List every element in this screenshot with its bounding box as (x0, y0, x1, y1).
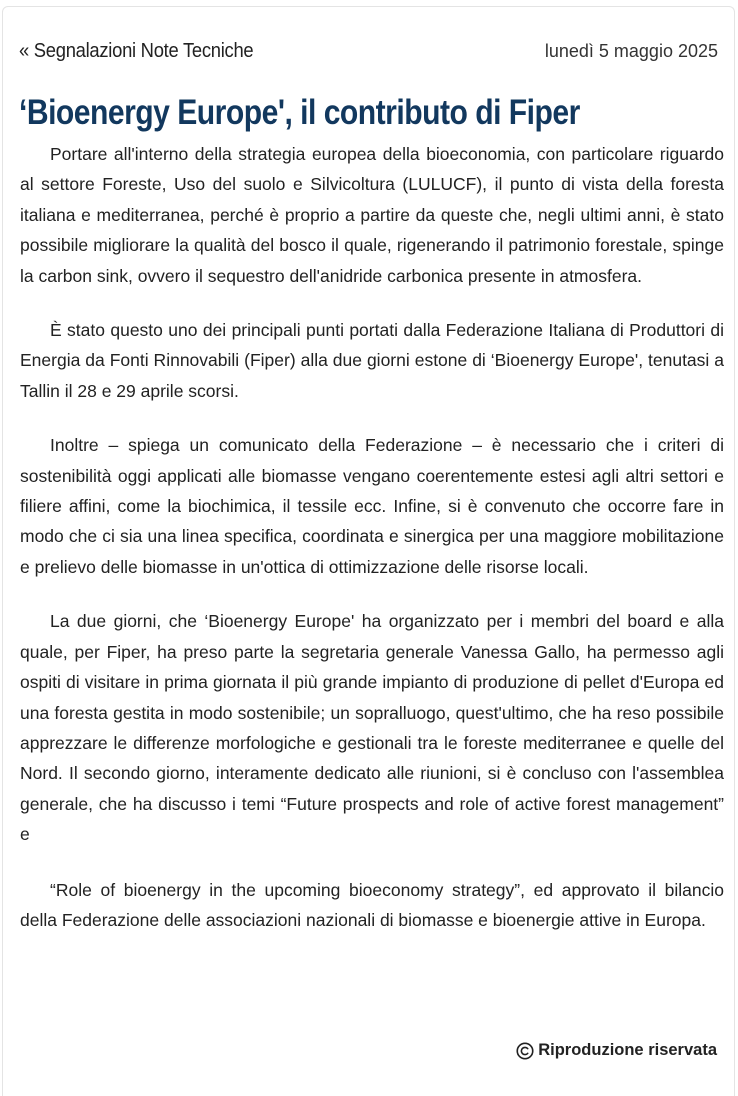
article-title: ‘Bioenergy Europe', il contributo di Fiper (19, 93, 580, 132)
copyright-notice (516, 1041, 717, 1060)
article-paragraph: È stato questo uno dei principali punti portati dalla Federazione Italiana di Produttori di Energia da Fonti Rinnovabili (Fiper) alla due giorni estone di ‘Bioenergy Europe', tenutasi a Tallin il 28 e 29 aprile scorsi. (20, 320, 724, 401)
publish-date: lunedì 5 maggio 2025 (544, 40, 718, 61)
rights-label: Riproduzione riservata (538, 1041, 717, 1059)
article-body (20, 139, 724, 959)
article-paragraph: Portare all'interno della strategia europea della bioeconomia, con particolare riguardo al settore Foreste, Uso del suolo e Silvicoltura (LULUCF), il punto di vista della foresta italiana e mediterranea, perché è proprio a partire da queste che, negli ultimi anni, è stato possibile migliorare la qualità del bosco il quale, rigenerando il patrimonio forestale, spinge la carbon sink, ovvero il sequestro dell'anidride carbonica presente in atmosfera. (20, 144, 724, 286)
copyright-icon (516, 1042, 534, 1060)
article-card (2, 6, 735, 1096)
article-paragraph: “Role of bioenergy in the upcoming bioeconomy strategy”, ed approvato il bilancio della Federazione delle associazioni nazionali di biomasse e bioenergie attive in Europa. (20, 879, 724, 930)
article-paragraph: La due giorni, che ‘Bioenergy Europe' ha organizzato per i membri del board e alla quale, per Fiper, ha preso parte la segretaria generale Vanessa Gallo, ha permesso agli ospiti di visitare in prima giornata il più grande impianto di produzione di pellet d'Europa ed una foresta gestita in modo sostenibile; un sopralluogo, quest'ultimo, che ha reso possibile apprezzare le differenze morfologiche e gestionali tra le foreste mediterranee e quelle del Nord. Il secondo giorno, interamente dedicato alle riunioni, si è concluso con l'assemblea generale, che ha discusso i temi “Future prospects and role of active forest management” e (20, 611, 724, 845)
article-paragraph: Inoltre – spiega un comunicato della Federazione – è necessario che i criteri di sostenibilità oggi applicati alle biomasse vengano coerentemente estesi agli altri settori e filiere affini, come la biochimica, il tessile ecc. Infine, si è convenuto che occorre fare in modo che ci sia una linea specifica, coordinata e sinergica per una maggiore mobilitazione e prelievo delle biomasse in un'ottica di ottimizzazione delle risorse locali. (20, 435, 724, 577)
breadcrumb-back-link[interactable]: « Segnalazioni Note Tecniche (19, 39, 254, 62)
article-header (19, 35, 718, 67)
